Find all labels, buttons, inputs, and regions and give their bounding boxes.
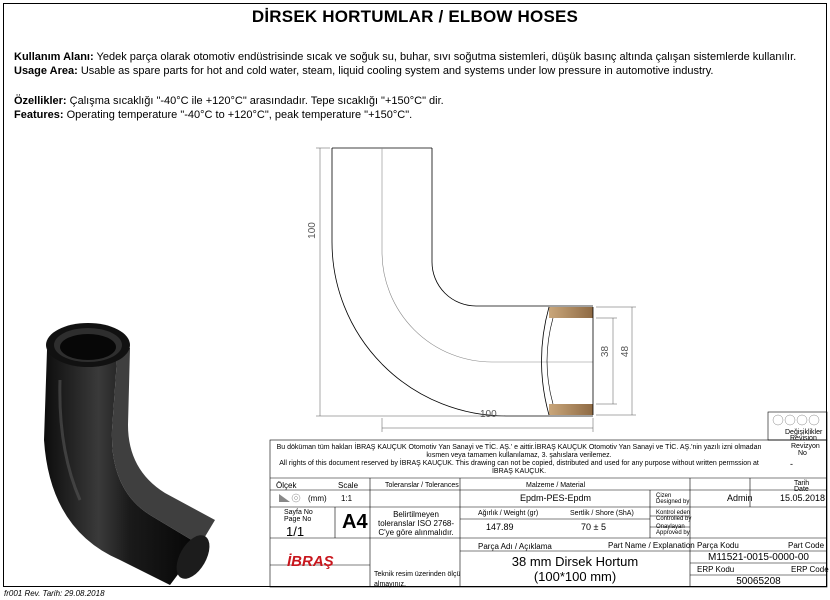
material-value: Epdm-PES-Epdm	[520, 493, 592, 503]
form-revision: fr001 Rev. Tarih: 29.08.2018	[4, 589, 105, 598]
tolerances-label: Toleranslar / Tolerances	[385, 482, 459, 489]
dim-inner: 38	[600, 345, 612, 358]
scale-label-en: Scale	[338, 481, 359, 490]
tolerance-note: Belirtilmeyen toleranslar ISO 2768-C'ye göre alınmalıdır.	[377, 510, 455, 537]
paper-size: A4	[342, 511, 368, 533]
drawn-by: Admin	[727, 493, 753, 503]
part-name-line-2: (100*100 mm)	[533, 569, 617, 584]
page-value: 1/1	[286, 524, 305, 539]
part-name-label-en: Part Name / Explanation	[608, 541, 695, 550]
hose-3d-render	[44, 323, 216, 585]
weight-value: 147.89	[486, 522, 514, 532]
unit-value: (mm)	[308, 494, 327, 503]
features-tr: Özellikler: Çalışma sıcaklığı "-40°C ile +120°C" arasındadır. Tepe sıcaklığı "+150°C" dir.	[14, 95, 444, 107]
part-code-label-tr: Parça Kodu	[697, 541, 739, 550]
dim-length: 100	[480, 409, 497, 420]
checked-label-en: Controlled by	[656, 516, 692, 522]
rights-tr: Bu döküman tüm hakları İBRAŞ KAUÇUK Otomotiv Yan Sanayi ve TİC. AŞ.' e aittir.İBRAŞ KAUÇUK Otomotiv Yan Sanayi ve TİC. AŞ.'nin yazılı izni olmadan kısmen veya tamamen kullanılamaz, 3. şahıslara verilemez.	[276, 444, 762, 459]
part-name-label-tr: Parça Adı / Açıklama	[478, 542, 552, 551]
page-label-tr: Sayfa No	[284, 509, 313, 516]
scale-value: 1:1	[341, 494, 353, 503]
dim-height: 100	[306, 222, 318, 239]
part-name-line-1: 38 mm Dirsek Hortum	[511, 554, 639, 569]
material-label: Malzeme / Material	[526, 482, 586, 489]
part-code-value: M11521-0015-0000-00	[707, 552, 809, 563]
date-value: 15.05.2018	[780, 493, 826, 503]
hardness-label: Sertlik / Shore (ShA)	[570, 510, 634, 517]
approved-label-tr: Onaylayan	[656, 524, 685, 530]
date-label-en: Date	[794, 486, 809, 493]
date-label-tr: Tarih	[794, 480, 810, 487]
revision-value: -	[790, 459, 793, 469]
rights-en: All rights of this document reserved by İBRAŞ KAUÇUK. This drawing can not be copied, distributed and used for any purpose without written permssion at İBRAŞ KAUÇUK.	[279, 460, 759, 475]
revision-no-tr: Revizyon	[791, 443, 820, 450]
revision-label-tr: Değişiklikler	[785, 429, 823, 436]
usage-en: Usage Area: Usable as spare parts for hot and cold water, steam, liquid cooling system and systems under low pressure in automotive industry.	[14, 65, 714, 77]
approved-label-en: Approved by	[656, 530, 690, 536]
measure-note-2: almayınız.	[374, 581, 406, 588]
weight-label: Ağırlık / Weight (gr)	[478, 510, 539, 517]
erp-label-en: ERP Code	[791, 565, 829, 574]
erp-value: 50065208	[736, 576, 781, 587]
page-title: DİRSEK HORTUMLAR / ELBOW HOSES	[251, 7, 579, 26]
checked-label-tr: Kontrol eden	[656, 510, 691, 516]
drawn-label-tr: Çizen	[656, 493, 672, 499]
measure-note-1: Teknik resim üzerinden ölçü	[374, 571, 461, 578]
scale-label-tr: Ölçek	[276, 481, 297, 490]
erp-label-tr: ERP Kodu	[697, 565, 735, 574]
revision-no-en: No	[798, 450, 807, 457]
usage-tr: Kullanım Alanı: Yedek parça olarak otomotiv endüstrisinde sıcak ve soğuk su, buhar, sıvı soğutma sistemleri, düşük basınç altında çalışan sistemlerde kullanılır.	[14, 51, 797, 63]
company-logo: İBRAŞ	[287, 553, 334, 570]
dim-outer: 48	[620, 345, 632, 358]
page-label-en: Page No	[284, 516, 312, 523]
hardness-value: 70 ± 5	[581, 522, 606, 532]
drawn-label-en: Designed by	[656, 499, 690, 505]
revision-label-en: Revision	[790, 435, 817, 442]
features-en: Features: Operating temperature "-40°C to +120°C", peak temperature "+150°C".	[14, 109, 413, 121]
part-code-label-en: Part Code	[788, 541, 825, 550]
